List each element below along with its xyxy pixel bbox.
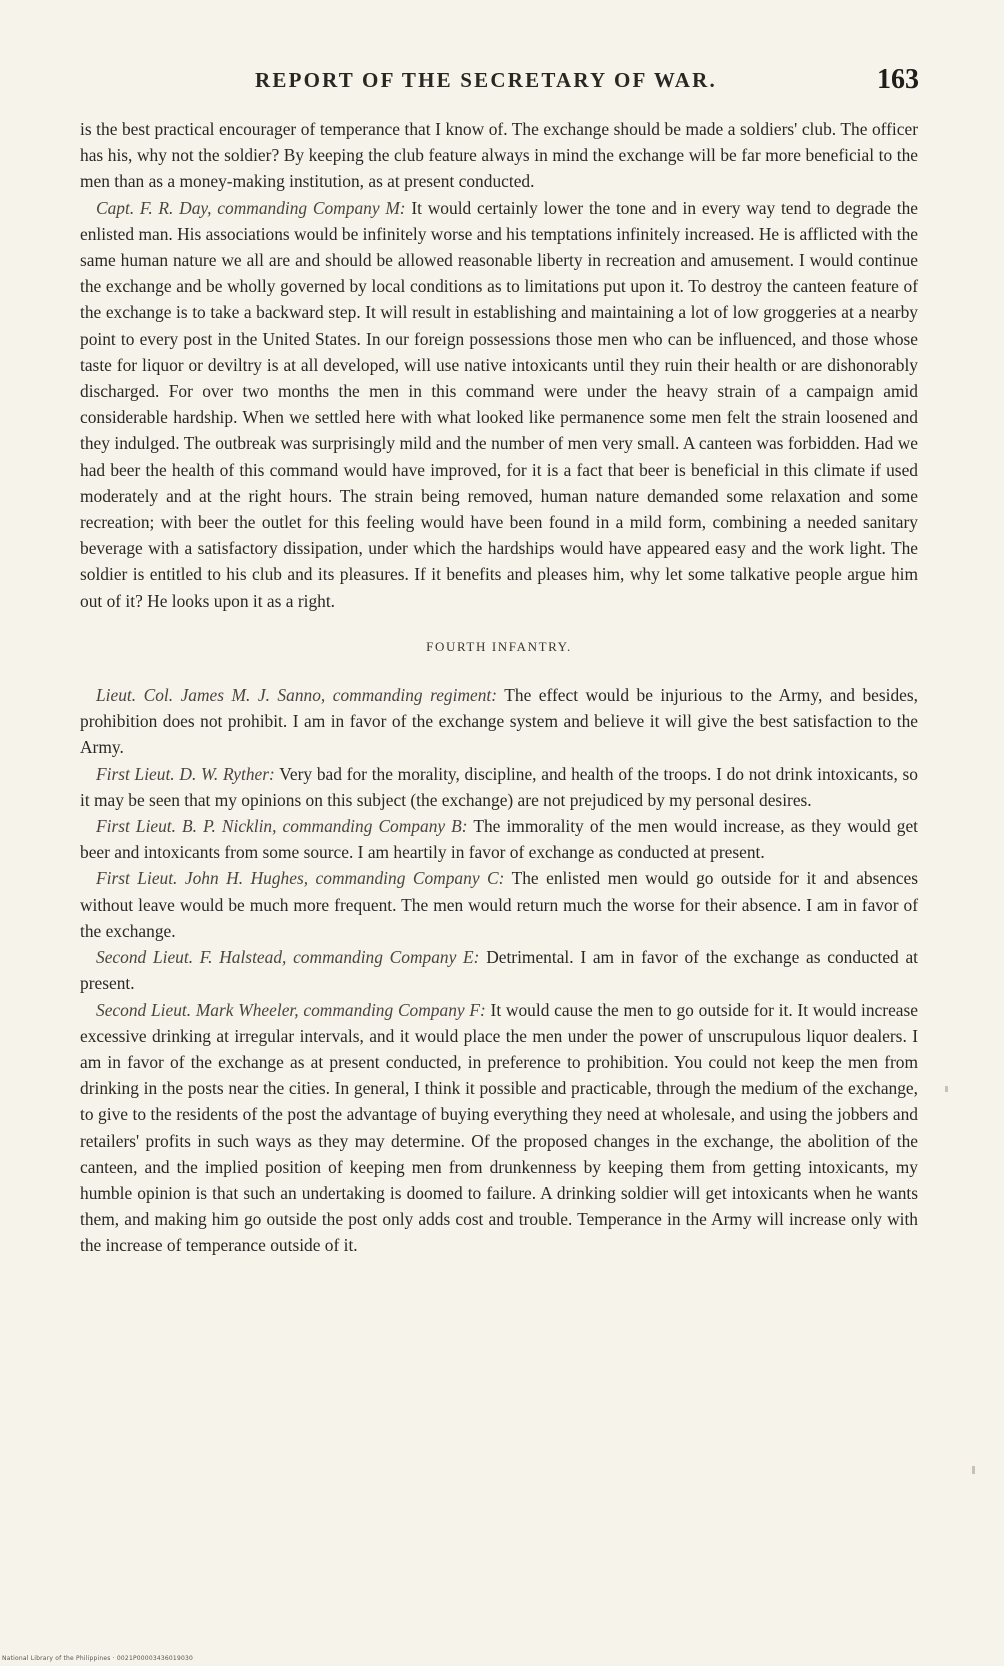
paragraph (80, 944, 918, 996)
paragraph (80, 813, 918, 865)
paragraph-text: It would cause the men to go outside for it. It would increase excessive drinking at irregular intervals, and it would place the men under the power of unscrupulous liquor dealers. I am in favor of the exchange as at present conducted, in preference to prohibition. You could not keep the men from drinking in the posts near the cities. In general, I think it possible and practicable, through the medium of the exchange, to give to the residents of the post the advantage of buying everything they need at wholesale, and using the jobbers and retailers' profits in such ways as they may determine. Of the proposed changes in the exchange, the abolition of the canteen, and the implied position of keeping men from drunkenness by keeping them from getting intoxicants, my humble opinion is that such an undertaking is doomed to failure. A drinking soldier will get intoxicants when he wants them, and making him go outside the post only adds cost and trouble. Temperance in the Army will increase only with the increase of temperance outside of it. (80, 999, 918, 1256)
speaker-name: First Lieut. John H. Hughes, commanding Company C: (96, 868, 505, 889)
scan-credit: National Library of the Philippines · 0021P00003436019030 (2, 1655, 194, 1662)
paragraph-text: The enlisted men would go outside for it and absences without leave would be much more frequent. The men would return much the worse for their absence. I am in favor of the exchange. (80, 868, 919, 941)
paragraph (80, 761, 918, 813)
section-heading: FOURTH INFANTRY. (426, 638, 572, 654)
paragraph (80, 682, 918, 761)
paragraph (80, 865, 918, 944)
paragraph (80, 997, 918, 1259)
paragraph (80, 116, 918, 195)
running-head: REPORT OF THE SECRETARY OF WAR. (255, 68, 717, 92)
scan-mark (972, 1466, 975, 1474)
paragraph-text: Very bad for the morality, discipline, and health of the troops. I do not drink intoxicants, so it may be seen that my opinions on this subject (the exchange) are not prejudiced by my personal desires. (80, 763, 918, 810)
speaker-name: Lieut. Col. James M. J. Sanno, commanding regiment: (96, 685, 498, 706)
speaker-name: First Lieut. B. P. Nicklin, commanding Company B: (96, 816, 468, 837)
scan-mark (945, 1086, 948, 1092)
paragraph-text: is the best practical encourager of temperance that I know of. The exchange should be made a soldiers' club. The officer has his, why not the soldier? By keeping the club feature always in mind the exchange will be far more beneficial to the men than as a money-making institution, as at present conducted. (80, 119, 918, 192)
paragraph-text: Detrimental. I am in favor of the exchange as conducted at present. (80, 947, 919, 994)
speaker-name: Capt. F. R. Day, commanding Company M: (96, 197, 406, 218)
page-number: 163 (877, 64, 919, 95)
speaker-name: Second Lieut. Mark Wheeler, commanding Company F: (96, 999, 486, 1020)
page-header (80, 64, 919, 100)
paragraph-text: The effect would be injurious to the Army, and besides, prohibition does not prohibit. I am in favor of the exchange system and believe it will give the best satisfaction to the Army. (80, 685, 919, 758)
paragraph-text: The immorality of the men would increase, as they would get beer and intoxicants from some source. I am heartily in favor of exchange as conducted at present. (80, 816, 919, 863)
speaker-name: Second Lieut. F. Halstead, commanding Company E: (96, 947, 480, 968)
speaker-name: First Lieut. D. W. Ryther: (96, 763, 275, 784)
paragraph (80, 195, 918, 614)
paragraph-text: It would certainly lower the tone and in every way tend to degrade the enlisted man. His associations would be infinitely worse and his temptations infinitely increased. He is afflicted with the same human nature we all are and should be allowed reasonable liberty in recreation and amusement. I would continue the exchange and be wholly governed by local conditions as to limitations put upon it. To destroy the canteen feature of the exchange is to take a backward step. It will result in establishing and maintaining a lot of low groggeries at a nearby point to every post in the United States. In our foreign possessions those men who can be influenced, and those whose taste for liquor or deviltry is at all developed, will use native intoxicants until they ruin their health or are dishonorably discharged. For over two months the men in this command were under the heavy strain of a campaign amid considerable hardship. When we settled here with what looked like permanence some men felt the strain loosened and they indulged. The outbreak was surprisingly mild and the number of men very small. A canteen was forbidden. Had we had beer the health of this command would have improved, for it is a fact that beer is beneficial in this climate if used moderately and at the right hours. The strain being removed, human nature demanded some relaxation and some recreation; with beer the outlet for this feeling would have been found in a mild form, combining a needed sanitary beverage with a satisfactory dissipation, under which the hardships would have appeared easy and the work light. The soldier is entitled to his club and its pleasures. If it benefits and pleases him, why let some talkative people argue him out of it? He looks upon it as a right. (80, 197, 918, 611)
body-text (80, 116, 918, 1259)
